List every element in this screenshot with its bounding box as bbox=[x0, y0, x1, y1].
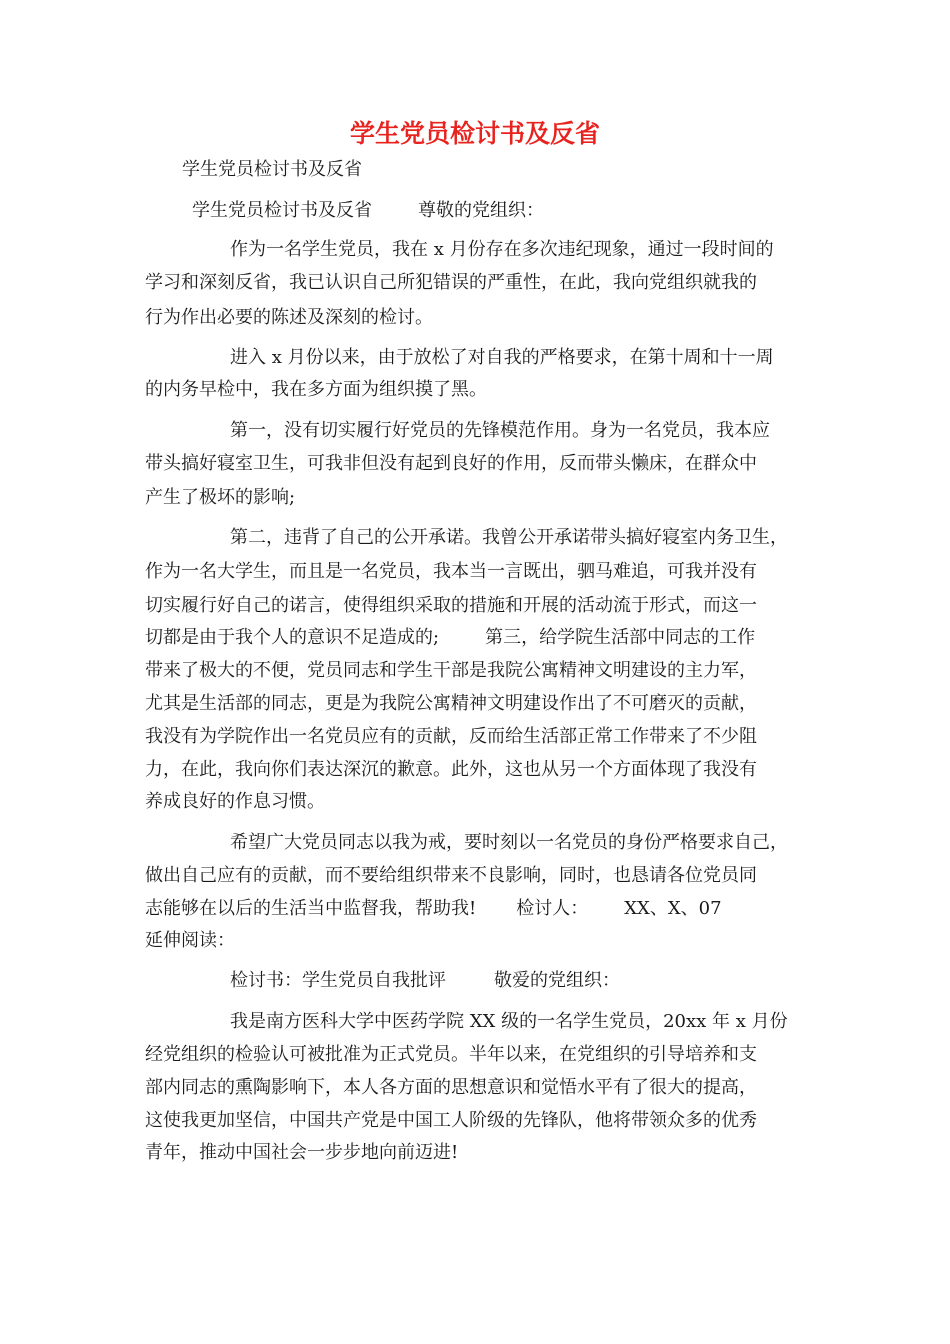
extended-reading-label: 延伸阅读： bbox=[145, 930, 235, 951]
paragraph-line-text: 志能够在以后的生活当中监督我，帮助我! bbox=[145, 898, 477, 919]
second-salutation: 敬爱的党组织： bbox=[494, 970, 620, 991]
paragraph-line: 我没有为学院作出一名党员应有的贡献，反而给生活部正常工作带来了不少阻 bbox=[145, 726, 757, 747]
paragraph-line: 经党组织的检验认可被批准为正式党员。半年以来，在党组织的引导培养和支 bbox=[145, 1044, 757, 1065]
signer-label: 检讨人： bbox=[516, 898, 589, 919]
second-header-line bbox=[230, 969, 620, 993]
header-left-text: 学生党员检讨书及反省 bbox=[192, 200, 372, 221]
paragraph-line: 养成良好的作息习惯。 bbox=[145, 791, 325, 812]
paragraph-line: 作为一名大学生，而且是一名党员，我本当一言既出，驷马难追，可我并没有 bbox=[145, 561, 757, 582]
paragraph-line: 这使我更加坚信，中国共产党是中国工人阶级的先锋队，他将带领众多的优秀 bbox=[145, 1110, 757, 1131]
paragraph-line: 带头搞好寝室卫生，可我非但没有起到良好的作用，反而带头懒床，在群众中 bbox=[145, 453, 757, 474]
document-title: 学生党员检讨书及反省 bbox=[349, 119, 600, 148]
paragraph-line: 学习和深刻反省，我已认识自己所犯错误的严重性，在此，我向党组织就我的 bbox=[145, 272, 757, 293]
paragraph-line: 行为作出必要的陈述及深刻的检讨。 bbox=[145, 307, 433, 328]
paragraph-line: 第二，违背了自己的公开承诺。我曾公开承诺带头搞好寝室内务卫生， bbox=[230, 527, 788, 548]
paragraph-line: 青年，推动中国社会一步步地向前迈进! bbox=[145, 1142, 459, 1163]
paragraph-line: 进入 x 月份以来，由于放松了对自我的严格要求，在第十周和十一周 bbox=[230, 347, 774, 368]
paragraph-line bbox=[145, 626, 755, 650]
paragraph-line: 尤其是生活部的同志，更是为我院公寓精神文明建设作出了不可磨灭的贡献， bbox=[145, 693, 757, 714]
paragraph-line: 切实履行好自己的诺言，使得组织采取的措施和开展的活动流于形式，而这一 bbox=[145, 595, 757, 616]
paragraph-line: 部内同志的熏陶影响下，本人各方面的思想意识和觉悟水平有了很大的提高， bbox=[145, 1077, 757, 1098]
paragraph-line: 力，在此，我向你们表达深沉的歉意。此外，这也从另一个方面体现了我没有 bbox=[145, 759, 757, 780]
signature-date: XX、X、07 bbox=[624, 898, 722, 919]
paragraph-line-right: 第三，给学院生活部中同志的工作 bbox=[485, 627, 756, 648]
signature-line bbox=[145, 897, 722, 921]
paragraph-line: 作为一名学生党员，我在 x 月份存在多次违纪现象，通过一段时间的 bbox=[230, 239, 774, 260]
paragraph-line: 产生了极坏的影响; bbox=[145, 487, 296, 508]
paragraph-line: 希望广大党员同志以我为戒，要时刻以一名党员的身份严格要求自己， bbox=[230, 832, 788, 853]
paragraph-line: 我是南方医科大学中医药学院 XX 级的一名学生党员，20xx 年 x 月份 bbox=[230, 1011, 788, 1032]
paragraph-line: 做出自己应有的贡献，而不要给组织带来不良影响，同时，也恳请各位党员同 bbox=[145, 865, 757, 886]
paragraph-line: 的内务早检中，我在多方面为组织摸了黑。 bbox=[145, 379, 487, 400]
subtitle-line: 学生党员检讨书及反省 bbox=[182, 159, 362, 180]
paragraph-line: 带来了极大的不便，党员同志和学生干部是我院公寓精神文明建设的主力军， bbox=[145, 660, 757, 681]
header-line bbox=[192, 199, 544, 223]
second-header-left: 检讨书：学生党员自我批评 bbox=[230, 970, 446, 991]
paragraph-line: 第一，没有切实履行好党员的先锋模范作用。身为一名党员，我本应 bbox=[230, 420, 770, 441]
paragraph-line-left: 切都是由于我个人的意识不足造成的; bbox=[145, 627, 440, 648]
salutation-text: 尊敬的党组织： bbox=[418, 200, 544, 221]
